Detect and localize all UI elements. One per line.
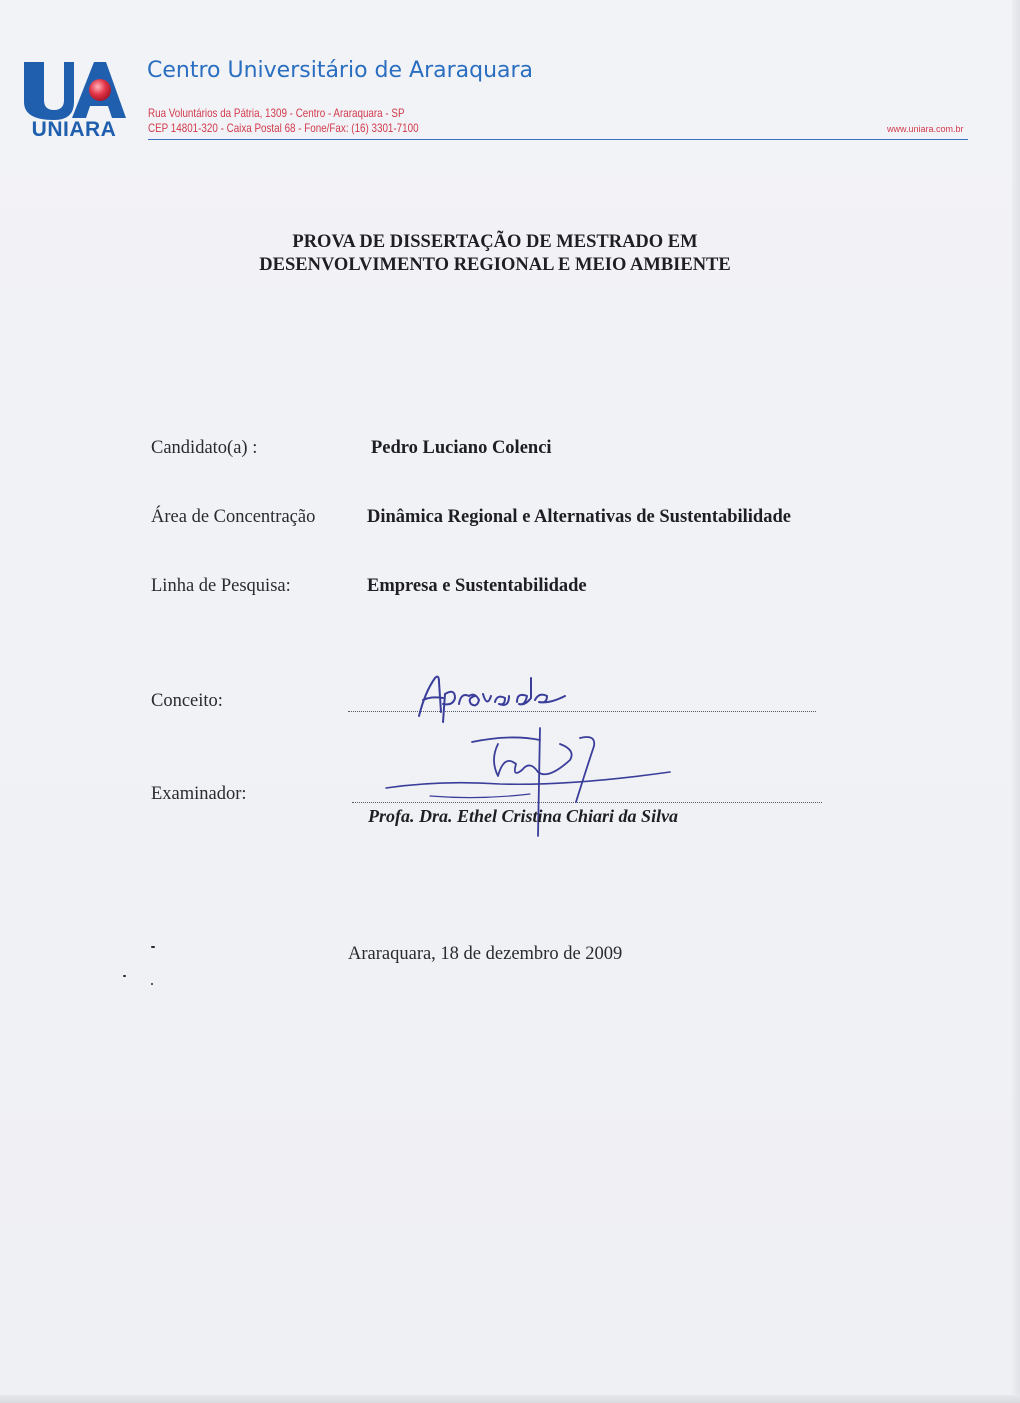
- header-divider: [148, 139, 968, 140]
- examiner-name: Profa. Dra. Ethel Cristina Chiari da Silva: [368, 806, 679, 826]
- place-and-date: Araraquara, 18 de dezembro de 2009: [348, 944, 623, 964]
- candidate-label: Candidato(a) :: [151, 438, 258, 458]
- document-title: [150, 231, 840, 277]
- area-label: Área de Concentração: [151, 507, 316, 527]
- research-line-label: Linha de Pesquisa:: [151, 576, 291, 596]
- concept-label: Conceito:: [151, 691, 223, 711]
- scan-speck: [151, 983, 153, 985]
- page-bottom-edge: [0, 1395, 1020, 1403]
- area-value: Dinâmica Regional e Alternativas de Sustentabilidade: [367, 507, 791, 527]
- scan-speck: [123, 975, 126, 977]
- scan-speck: [151, 946, 155, 948]
- logo-wordmark: UNIARA: [31, 118, 117, 141]
- candidate-value: Pedro Luciano Colenci: [371, 438, 552, 458]
- title-line-1: PROVA DE DISSERTAÇÃO DE MESTRADO EM: [292, 232, 698, 252]
- address-line-1: Rua Voluntários da Pátria, 1309 - Centro - Araraquara - SP: [148, 106, 405, 120]
- handwritten-concept: [405, 672, 575, 724]
- examiner-label: Examinador:: [151, 784, 247, 804]
- institution-name: Centro Universitário de Araraquara: [147, 58, 534, 83]
- research-line-value: Empresa e Sustentabilidade: [367, 576, 587, 596]
- page-right-edge: [1012, 0, 1020, 1403]
- title-line-2: DESENVOLVIMENTO REGIONAL E MEIO AMBIENTE: [259, 255, 731, 275]
- address-block: [148, 106, 419, 136]
- website-text: www.uniara.com.br: [887, 124, 964, 134]
- address-line-2: CEP 14801-320 - Caixa Postal 68 - Fone/Fax: (16) 3301-7100: [148, 121, 419, 135]
